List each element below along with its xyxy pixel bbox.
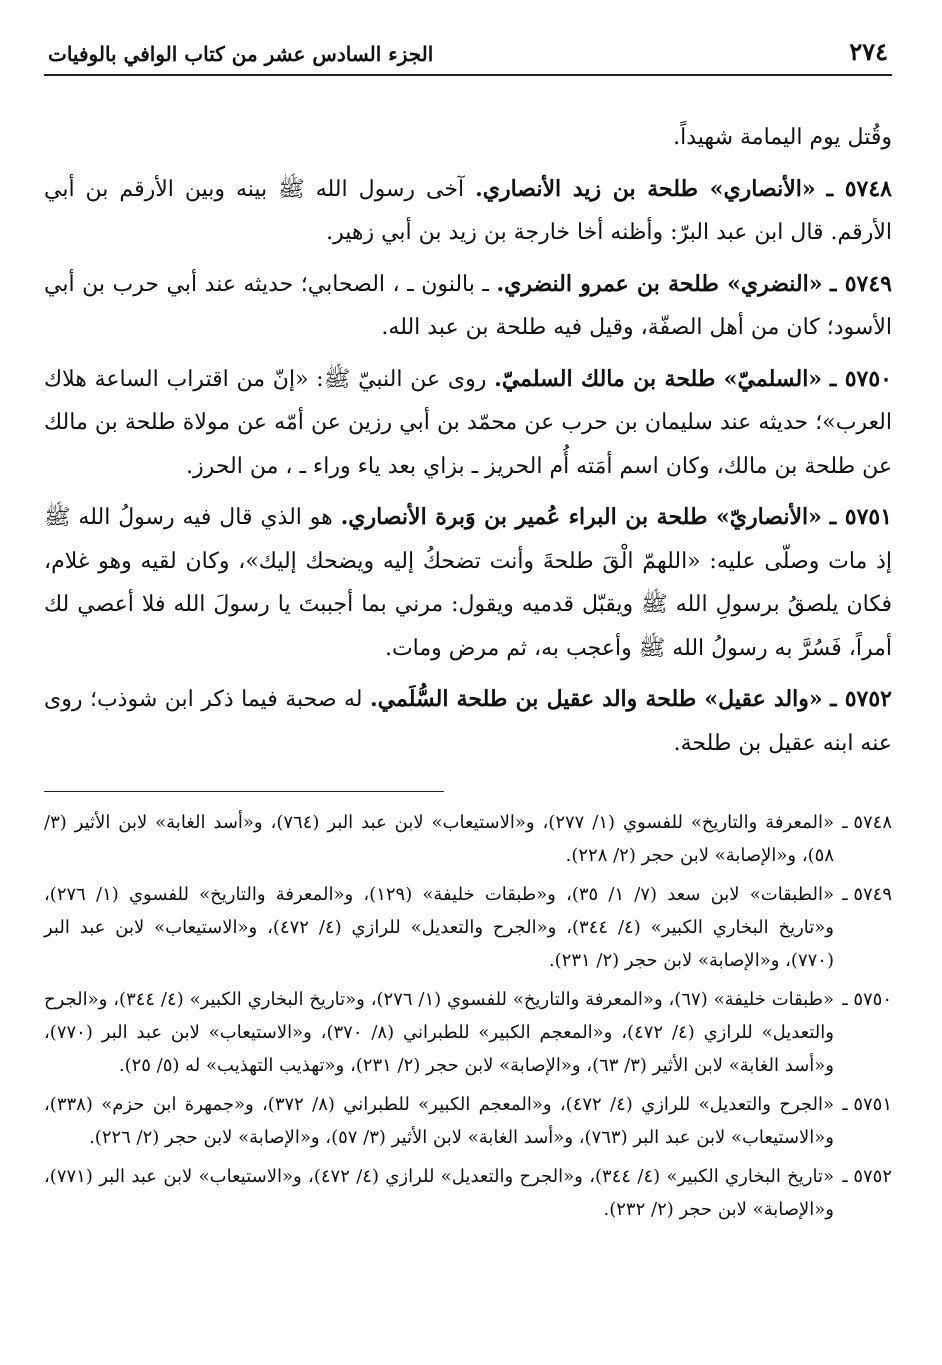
entry-heading: «والد عقيل» طلحة والد عقيل بن طلحة السُّلَمي. [370,686,823,712]
entry-text: هو الذي قال فيه رسولُ الله ﷺ إذ مات وصلّى عليه: «اللهمّ الْقَ طلحةَ وأنت تضحكُ إليه ويضحك إليك»، وكان لقيه وهو غلام، فكان يلصقُ برسولِ الله ﷺ ويقبّل قدميه ويقول: مرني بما أجببتَ يا رسولَ الله فلا أعصي لك أمراً، فَسُرَّ به رسولُ الله ﷺ وأعجب به، ثم مرض ومات. [44,505,892,661]
running-title: الجزء السادس عشر من كتاب الوافي بالوفيات [48,42,434,66]
entry-text: روى عن النبيّ ﷺ: «إنّ من اقتراب الساعة هلاك العرب»؛ حديثه عند سليمان بن حرب عن محمّد بن أبي رزين عن أمّه عن مولاة طلحة بن مالك عن طلحة بن مالك، وكان اسم أمَته أُم الحريز ـ بزاي بعد ياء وراء ـ ، من الحرز. [44,366,893,479]
entry-heading: «النضري» طلحة بن عمرو النضري. [496,270,823,297]
footnote-text: «تاريخ البخاري الكبير» (٤/ ٣٤٤)، و«الجرح والتعديل» للرازي (٤/ ٤٧٢)، و«الاستيعاب» لابن عبد البر (٧٧١)، و«الإصابة» لابن حجر (٢/ ٢٣٢). [44,1166,835,1220]
entry-number: ٥٧٥١ ـ [829,504,893,530]
footnote-number: ٥٧٥٢ ـ [842,1166,892,1187]
footnote-text: «المعرفة والتاريخ» للفسوي (١/ ٢٧٧)، و«الاستيعاب» لابن عبد البر (٧٦٤)، و«أسد الغابة» لابن الأثير (٣/ ٥٨)، و«الإصابة» لابن حجر (٢/ ٢٢٨). [44,812,834,866]
entry-number: ٥٧٤٨ ـ [826,175,892,202]
footnotes [44,806,892,1226]
entry-number: ٥٧٤٩ ـ [830,270,892,297]
page-number: ٢٧٤ [849,37,888,66]
entry-number: ٥٧٥٢ ـ [830,686,892,712]
entry-heading: «الأنصاريّ» طلحة بن البراء عُمير بن وَبرة الأنصاري. [340,504,822,530]
entry-heading: «الأنصاري» طلحة بن زيد الأنصاري. [475,175,816,202]
footnote-divider [44,791,444,792]
entry-text: ـ بالنون ـ ، الصحابي؛ حديثه عند أبي حرب بن أبي الأسود؛ كان من أهل الصفّة، وقيل فيه طلحة بن عبد الله. [44,271,892,340]
entry-number: ٥٧٥٠ ـ [829,365,892,392]
entry-5748 [44,168,892,255]
entry-heading: «السلميّ» طلحة بن مالك السلميّ. [494,365,823,392]
footnote-number: ٥٧٥١ ـ [842,1094,892,1115]
entry-text: آخى رسول الله ﷺ بينه وبين الأرقم بن أبي الأرقم. قال ابن عبد البرّ: وأظنه أخا خارجة بن زيد بن أبي زهير. [44,176,892,245]
paragraph-text: وقُتل يوم اليمامة شهيداً. [673,125,892,150]
footnote-number: ٥٧٥٠ ـ [842,989,892,1010]
footnote-text: «الجرح والتعديل» للرازي (٤/ ٤٧٢)، و«المعجم الكبير» للطبراني (٨/ ٣٧٢)، و«جمهرة ابن حزم» (٣٣٨)، و«الاستيعاب» لابن عبد البر (٧٦٣)، و«أسد الغابة» لابن الأثير (٣/ ٥٧)، و«الإصابة» لابن حجر (٢/ ٢٢٦). [44,1094,834,1148]
footnote-text: «الطبقات» لابن سعد (٧/ ١/ ٣٥)، و«طبقات خليفة» (١٢٩)، و«المعرفة والتاريخ» للفسوي (١/ ٢٧٦)، و«تاريخ البخاري الكبير» (٤/ ٣٤٤)، و«الجرح والتعديل» للرازي (٤/ ٤٧٢)، و«الاستيعاب» لابن عبد البر (٧٧٠)، و«الإصابة» لابن حجر (٢/ ٢٣١). [44,884,835,971]
footnote-5749 [44,878,892,977]
footnote-5748 [44,806,892,872]
footnote-number: ٥٧٤٩ ـ [842,884,892,905]
footnote-5751 [44,1088,892,1154]
entry-5752 [44,678,892,765]
footnote-text: «طبقات خليفة» (٦٧)، و«المعرفة والتاريخ» للفسوي (١/ ٢٧٦)، و«تاريخ البخاري الكبير» (٤/ ٣٤٤)، و«الجرح والتعديل» للرازي (٤/ ٤٧٢)، و«المعجم الكبير» للطبراني (٨/ ٣٧٠)، و«الاستيعاب» لابن عبد البر (٧٧٠)، و«أسد الغابة» لابن الأثير (٣/ ٦٣)، و«الإصابة» لابن حجر (٢/ ٢٣١)، و«تهذيب التهذيب» له (٥/ ٢٥). [44,989,835,1076]
entry-5751 [44,496,892,670]
footnote-number: ٥٧٤٨ ـ [842,812,892,833]
footnote-5750 [44,983,892,1082]
book-page [44,36,892,1336]
main-text [44,116,892,765]
entry-5749 [44,263,892,350]
page-header [44,36,892,76]
entry-5750 [44,358,892,489]
entry-text: له صحبة فيما ذكر ابن شوذب؛ روى عنه ابنه عقيل بن طلحة. [44,687,892,756]
footnote-5752 [44,1160,892,1226]
continuation-paragraph [44,116,892,160]
